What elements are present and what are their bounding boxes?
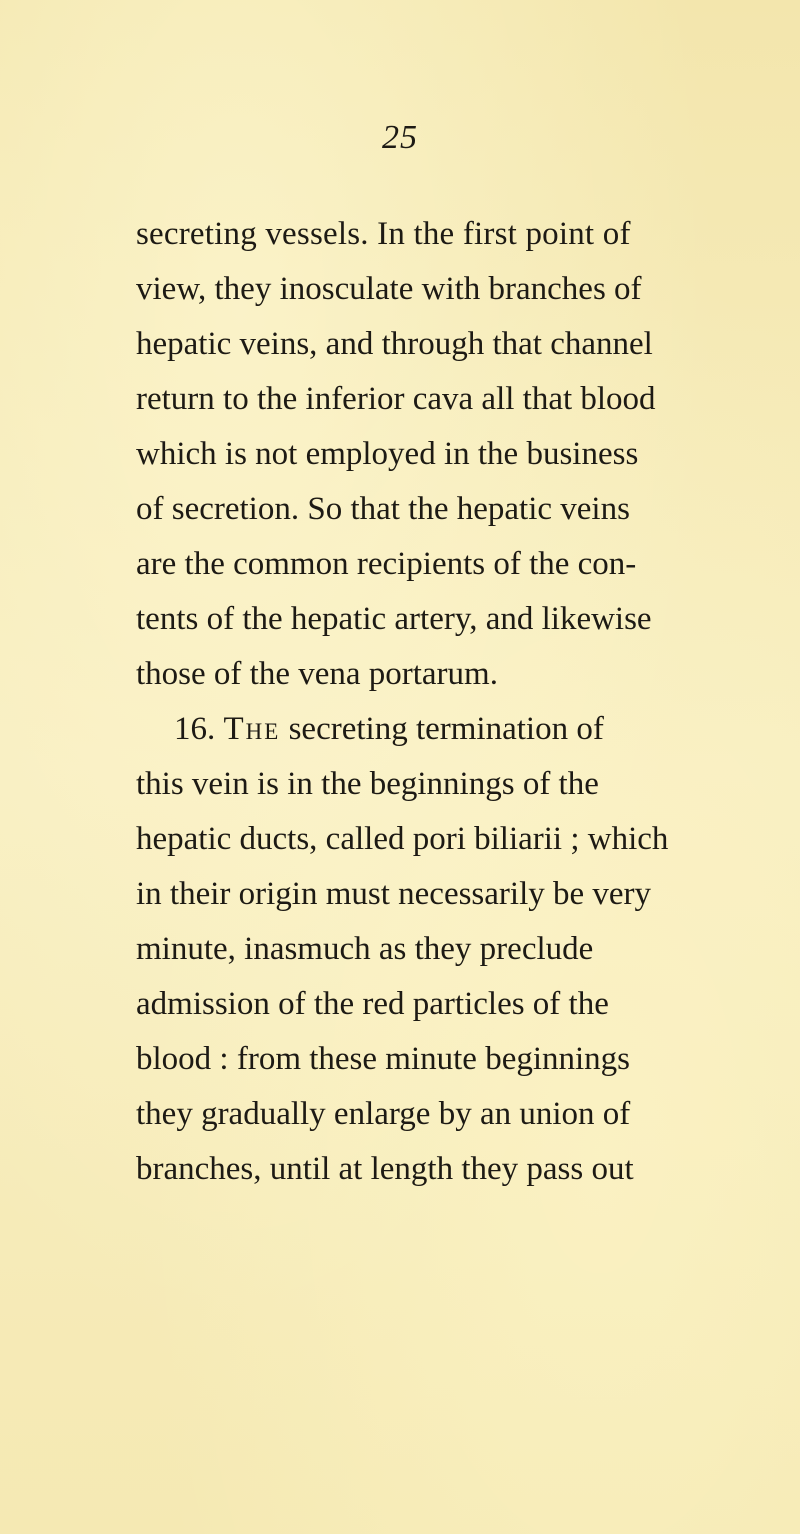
text-line: view, they inosculate with branches of	[136, 271, 642, 307]
section-number: 16.	[174, 711, 224, 747]
section-line-rest: secreting termination of	[280, 711, 604, 747]
text-line: hepatic ducts, called pori biliarii ; which	[136, 821, 669, 857]
text-line: tents of the hepatic artery, and likewise	[136, 601, 652, 637]
text-line: branches, until at length they pass out	[136, 1151, 634, 1187]
text-line: admission of the red particles of the	[136, 986, 609, 1022]
text-line: secreting vessels. In the first point of	[136, 216, 631, 252]
text-line: minute, inasmuch as they preclude	[136, 931, 594, 967]
page-number: 25	[382, 119, 418, 156]
text-line: they gradually enlarge by an union of	[136, 1096, 631, 1132]
text-line: which is not employed in the business	[136, 436, 639, 472]
text-line: blood : from these minute beginnings	[136, 1041, 631, 1077]
text-line: are the common recipients of the con-	[136, 546, 637, 582]
text-line: return to the inferior cava all that blood	[136, 381, 656, 417]
text-line: in their origin must necessarily be very	[136, 876, 652, 912]
text-line: of secretion. So that the hepatic veins	[136, 491, 630, 527]
section-heading-word: The	[223, 711, 281, 747]
text-line: those of the vena portarum.	[136, 656, 498, 692]
text-line: hepatic veins, and through that channel	[136, 326, 653, 362]
text-line: this vein is in the beginnings of the	[136, 766, 599, 802]
section-line	[174, 707, 604, 751]
